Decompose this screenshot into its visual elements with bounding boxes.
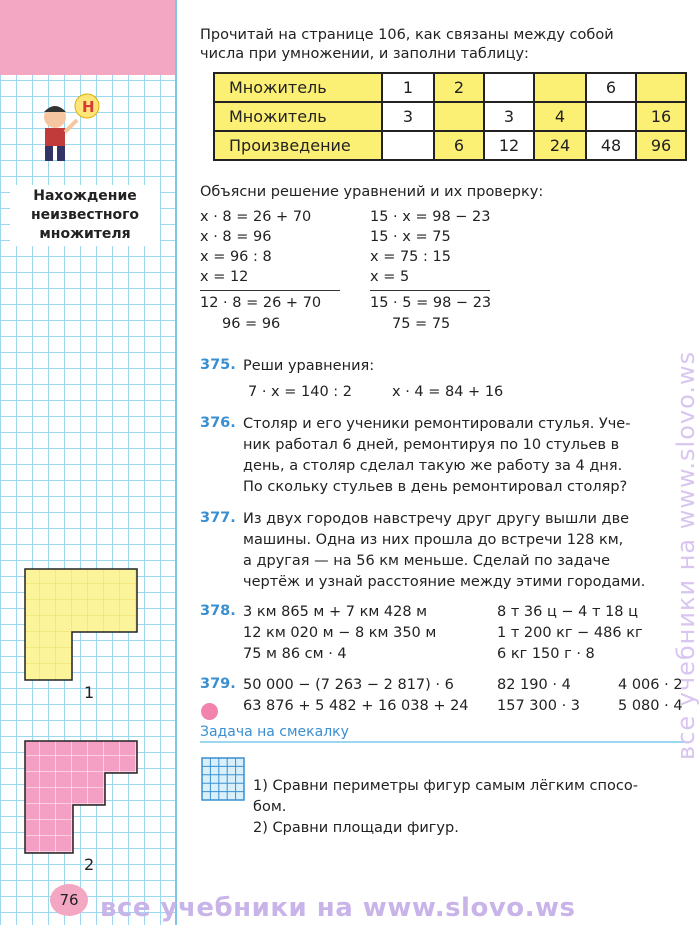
row-label: Множитель bbox=[214, 102, 382, 131]
equation-line: x · 8 = 26 + 70 bbox=[200, 209, 312, 225]
expression: 75 м 86 см · 4 bbox=[243, 646, 347, 662]
section-title: Задача на смекалку bbox=[200, 724, 349, 740]
page-number: 76 bbox=[50, 884, 88, 916]
table-cell bbox=[534, 73, 586, 102]
smekalka-line: 2) Сравни площади фигур. bbox=[253, 820, 459, 836]
figure-2-pink bbox=[24, 740, 139, 855]
task-text: чертёж и узнай расстояние между этими городами. bbox=[243, 574, 646, 590]
topic-line: Нахождение bbox=[33, 188, 137, 204]
explain-title: Объясни решение уравнений и их проверку: bbox=[200, 184, 544, 200]
row-label: Произведение bbox=[214, 131, 382, 160]
intro-line: Прочитай на странице 106, как связаны между собой bbox=[200, 27, 614, 43]
table-cell: 6 bbox=[434, 131, 484, 160]
figure-1-yellow bbox=[24, 568, 139, 683]
table-cell bbox=[382, 131, 434, 160]
task-text: Столяр и его ученики ремонтировали стулья. Уче- bbox=[243, 416, 631, 432]
topic-line: множителя bbox=[39, 226, 131, 242]
table-cell: 48 bbox=[586, 131, 636, 160]
check-line: 75 = 75 bbox=[392, 316, 451, 332]
grid-icon bbox=[201, 757, 245, 805]
figure-label-1: 1 bbox=[84, 683, 95, 702]
table-cell: 12 bbox=[484, 131, 534, 160]
equation-line: 15 · x = 75 bbox=[370, 229, 451, 245]
table-cell: 2 bbox=[434, 73, 484, 102]
expression: 63 876 + 5 482 + 16 038 + 24 bbox=[243, 698, 469, 714]
task-text: день, а столяр сделал такую же работу за 4 дня. bbox=[243, 458, 623, 474]
equation-line: x = 75 : 15 bbox=[370, 249, 451, 265]
check-line: 96 = 96 bbox=[222, 316, 281, 332]
watermark-bottom: все учебники на www.slovo.ws bbox=[100, 893, 576, 923]
task-text: Реши уравнения: bbox=[243, 358, 375, 374]
table-cell: 1 bbox=[382, 73, 434, 102]
table-cell: 6 bbox=[586, 73, 636, 102]
table-cell: 4 bbox=[534, 102, 586, 131]
task-text: машины. Одна из них прошла до встречи 128 км, bbox=[243, 532, 624, 548]
table-cell: 24 bbox=[534, 131, 586, 160]
expression: 3 км 865 м + 7 км 428 м bbox=[243, 604, 428, 620]
table-cell bbox=[636, 73, 686, 102]
intro-line: числа при умножении, и заполни таблицу: bbox=[200, 46, 529, 62]
task-number: 375. bbox=[200, 357, 236, 373]
expression: 157 300 · 3 bbox=[497, 698, 581, 714]
task-text: Из двух городов навстречу друг другу вышли две bbox=[243, 511, 630, 527]
task-text: ник работал 6 дней, ремонтируя по 10 стульев в bbox=[243, 437, 620, 453]
equation-line: 7 · x = 140 : 2 bbox=[248, 384, 353, 400]
expression: 50 000 − (7 263 − 2 817) · 6 bbox=[243, 677, 454, 693]
task-text: По скольку стульев в день ремонтировал столяр? bbox=[243, 479, 628, 495]
expression: 1 т 200 кг − 486 кг bbox=[497, 625, 643, 641]
equation-line: 15 · x = 98 − 23 bbox=[370, 209, 491, 225]
table-cell: 3 bbox=[484, 102, 534, 131]
table-cell bbox=[484, 73, 534, 102]
equation-line: x = 12 bbox=[200, 269, 249, 285]
equation-line: x = 96 : 8 bbox=[200, 249, 272, 265]
equation-line: x · 4 = 84 + 16 bbox=[392, 384, 504, 400]
table-cell: 16 bbox=[636, 102, 686, 131]
task-number: 378. bbox=[200, 603, 236, 619]
smekalka-line: бом. bbox=[253, 799, 287, 815]
task-number: 377. bbox=[200, 510, 236, 526]
equation-line: x · 8 = 96 bbox=[200, 229, 272, 245]
task-number: 376. bbox=[200, 415, 236, 431]
smekalka-line: 1) Сравни периметры фигур самым лёгким спосо- bbox=[253, 778, 638, 794]
pink-header-band bbox=[0, 0, 175, 75]
multiplication-table bbox=[213, 72, 687, 161]
table-cell bbox=[434, 102, 484, 131]
expression: 4 006 · 2 bbox=[618, 677, 683, 693]
expression: 8 т 36 ц − 4 т 18 ц bbox=[497, 604, 639, 620]
check-line: 12 · 8 = 26 + 70 bbox=[200, 295, 322, 311]
task-number: 379. bbox=[200, 676, 236, 692]
divider bbox=[200, 290, 340, 291]
divider bbox=[370, 290, 490, 291]
task-text: а другая — на 56 км меньше. Сделай по задаче bbox=[243, 553, 611, 569]
mascot-icon bbox=[30, 92, 105, 172]
bullet-dot-icon bbox=[201, 703, 218, 720]
expression: 12 км 020 м − 8 км 350 м bbox=[243, 625, 437, 641]
equation-line: x = 5 bbox=[370, 269, 410, 285]
table-row bbox=[214, 102, 686, 131]
table-row bbox=[214, 131, 686, 160]
table-row bbox=[214, 73, 686, 102]
expression: 82 190 · 4 bbox=[497, 677, 571, 693]
topic-title bbox=[10, 185, 160, 246]
expression: 5 080 · 4 bbox=[618, 698, 683, 714]
expression: 6 кг 150 г · 8 bbox=[497, 646, 595, 662]
badge-letter: Н bbox=[82, 98, 95, 116]
table-cell bbox=[586, 102, 636, 131]
table-cell: 96 bbox=[636, 131, 686, 160]
watermark-side: все учебники на www.slovo.ws bbox=[672, 350, 700, 760]
table-cell: 3 bbox=[382, 102, 434, 131]
row-label: Множитель bbox=[214, 73, 382, 102]
check-line: 15 · 5 = 98 − 23 bbox=[370, 295, 492, 311]
figure-label-2: 2 bbox=[84, 855, 95, 874]
topic-line: неизвестного bbox=[30, 207, 140, 223]
